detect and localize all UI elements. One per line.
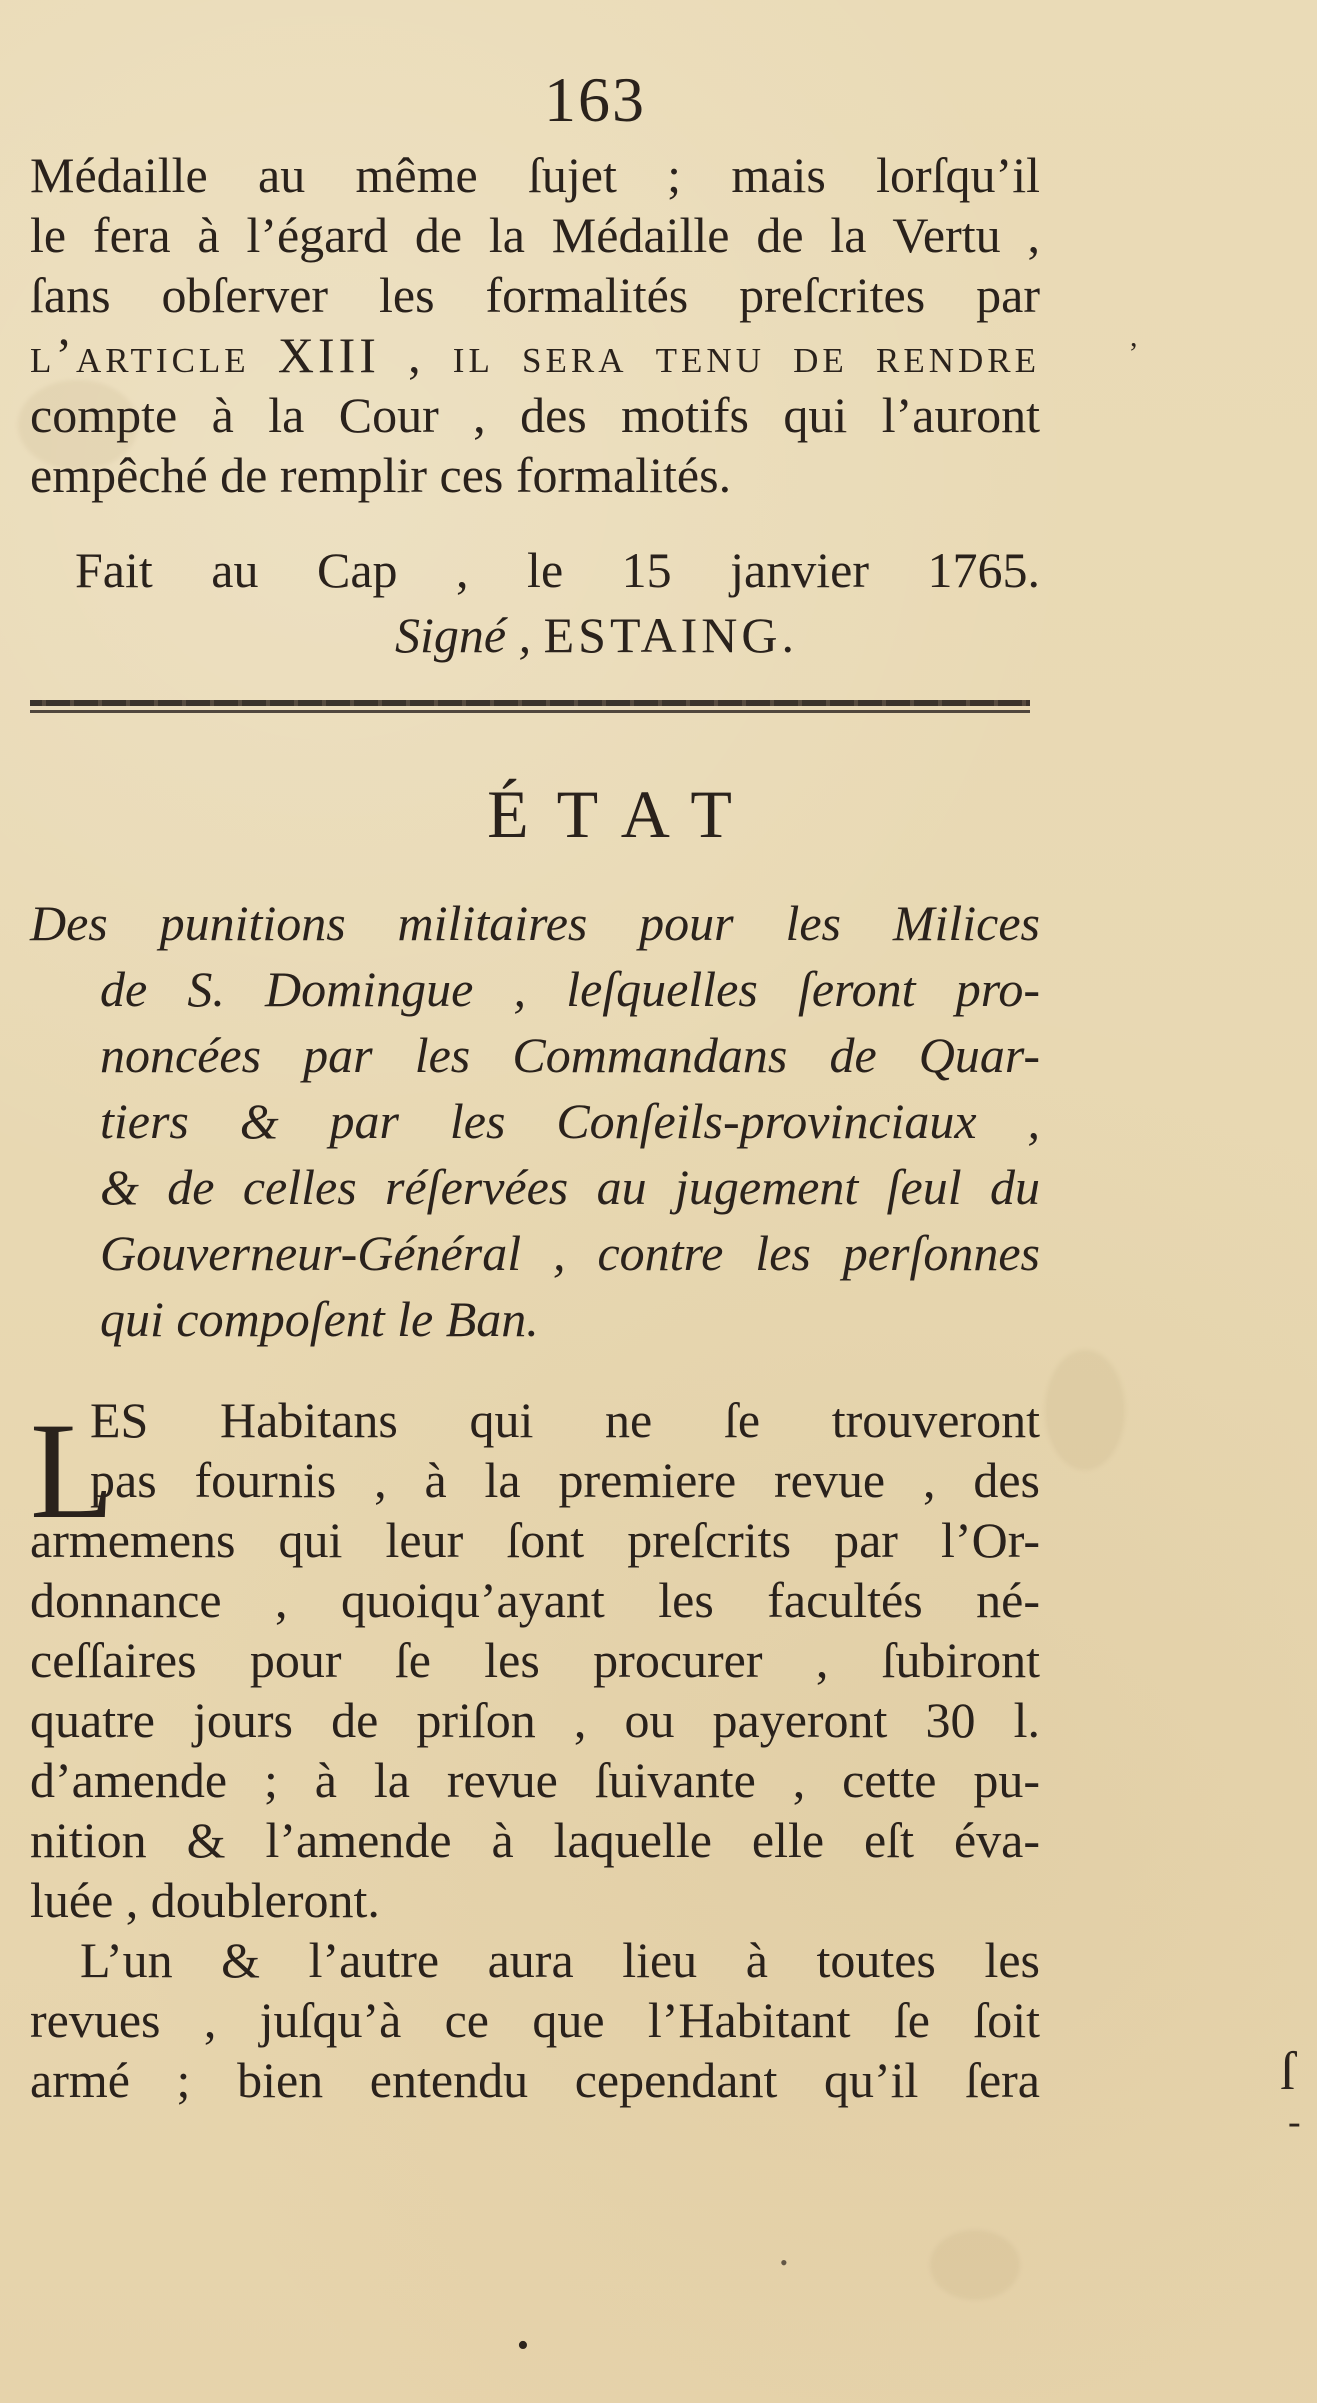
text-line: donnance , quoiqu’ayant les facultés né- <box>30 1572 1040 1628</box>
signature-name: ESTAING. <box>543 607 798 663</box>
top-paragraph <box>30 145 1040 505</box>
text-line: armemens qui leur ſont preſcrits par l’Or- <box>30 1512 1040 1568</box>
drop-cap: L <box>30 1394 115 1547</box>
text-line: quatre jours de priſon , ou payeront 30 l. <box>30 1692 1040 1748</box>
page-stain <box>1045 1350 1125 1470</box>
text-line: ES Habitans qui ne ſe trouveront <box>90 1392 1040 1448</box>
margin-ink-mark: ſ <box>1280 2041 1296 2101</box>
text-line: luée , doubleront. <box>30 1872 380 1928</box>
text-line: nition & l’amende à laquelle elle eſt éva- <box>30 1812 1040 1868</box>
page-dot: • <box>780 2250 788 2275</box>
italic-line: tiers & par les Conſeils-provinciaux , <box>100 1093 1040 1149</box>
margin-ink-mark: - <box>1288 2101 1301 2143</box>
text-line: revues , juſqu’à ce que l’Habitant ſe ſoit <box>30 1992 1040 2048</box>
signature-line <box>395 605 1025 665</box>
text-line: empêché de remplir ces formalités. <box>30 447 732 503</box>
page-number: 163 <box>544 64 646 135</box>
text-line: L’un & l’autre aura lieu à toutes les <box>80 1932 1040 1988</box>
text-line: l’article XIII , il ſera tenu de rendre <box>30 327 1040 383</box>
text-line: pas fournis , à la premiere revue , des <box>90 1452 1040 1508</box>
italic-line: Des punitions militaires pour les Milices <box>30 895 1040 951</box>
italic-line: & de celles réſervées au jugement ſeul du <box>100 1159 1040 1215</box>
text-line: Médaille au même ſujet ; mais lorſqu’il <box>30 147 1040 203</box>
italic-line: de S. Domingue , leſquelles ſeront pro- <box>100 961 1040 1017</box>
date-line: Fait au Cap , le 15 janvier 1765. <box>75 542 1040 598</box>
body-paragraphs <box>30 1390 1040 2110</box>
separator-rule-top <box>30 700 1030 706</box>
text-line: le fera à l’égard de la Médaille de la Vertu , <box>30 207 1040 263</box>
margin-ink-mark: , <box>1130 320 1138 353</box>
text-line: ſans obſerver les formalités preſcrites par <box>30 267 1040 323</box>
heading-subtitle <box>30 890 1040 1352</box>
section-separator <box>30 700 1030 718</box>
italic-line: qui compoſent le Ban. <box>100 1291 539 1347</box>
page-dot: • <box>517 2327 529 2364</box>
text-line: d’amende ; à la revue ſuivante , cette pu- <box>30 1752 1040 1808</box>
body-lines <box>30 1510 1040 2110</box>
text-line: armé ; bien entendu cependant qu’il ſera <box>30 2052 1040 2108</box>
text-line: ceſſaires pour ſe les procurer , ſubiront <box>30 1632 1040 1688</box>
section-heading: ÉTAT <box>487 776 760 852</box>
page-stain <box>930 2230 1020 2300</box>
signature-prefix: Signé , <box>395 607 532 663</box>
italic-line: noncées par les Commandans de Quar- <box>100 1027 1040 1083</box>
text-line: compte à la Cour , des motifs qui l’auront <box>30 387 1040 443</box>
italic-line: Gouverneur-Général , contre les perſonnes <box>100 1225 1040 1281</box>
separator-rule-bottom <box>30 710 1030 713</box>
